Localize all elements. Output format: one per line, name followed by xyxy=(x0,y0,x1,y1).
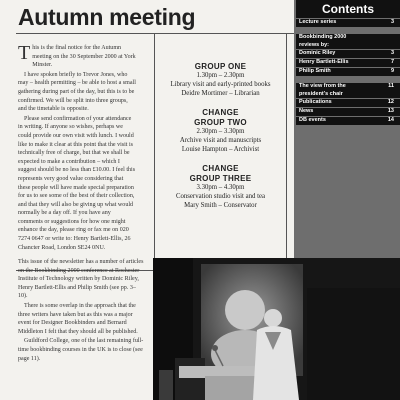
group-one xyxy=(155,62,286,98)
lecture-photo xyxy=(153,258,400,400)
contents-item xyxy=(296,59,400,68)
contents-item xyxy=(296,50,400,59)
contents-item xyxy=(296,99,400,108)
contents-item-page: 13 xyxy=(387,108,394,114)
contents-item xyxy=(296,83,400,99)
intro-column xyxy=(18,44,136,253)
contents-item xyxy=(296,108,400,117)
group-two xyxy=(155,118,286,154)
editorial-paragraph: This issue of the newsletter has a number of articles on the Bookbinding 2000 conference at Rochester Institute of Technology written by Dominic Riley, Henry Bartlett-Ellis and Philip Smith (see pp. 3–10). xyxy=(18,259,144,300)
group-activity: Library visit and early-printed books xyxy=(170,81,271,88)
group-host: Louise Hampton – Archivist xyxy=(181,146,260,153)
group-title: GROUP THREE xyxy=(189,174,252,183)
group-host: Mary Smith – Conservator xyxy=(184,202,257,209)
contents-item xyxy=(296,68,400,77)
group-title: CHANGE xyxy=(202,108,239,117)
group-title: CHANGE xyxy=(202,164,239,173)
contents-item-page: 7 xyxy=(390,59,394,65)
contents-item-title: Henry Bartlett-Ellis xyxy=(299,59,349,65)
schedule-box xyxy=(154,34,287,264)
contents-item-title: Philip Smith xyxy=(299,68,331,74)
group-time: 3.30pm – 4.30pm xyxy=(196,184,245,191)
contents-item-page: 11 xyxy=(388,83,394,89)
lecture-photo-image xyxy=(153,258,400,400)
group-host: Deidre Mortimer – Librarian xyxy=(181,90,260,97)
contents-item xyxy=(296,19,400,28)
group-title: GROUP ONE xyxy=(194,62,247,71)
group-activity: Conservation studio visit and tea xyxy=(175,193,266,200)
contents-item-page: 9 xyxy=(390,68,394,74)
contents-item-page: 3 xyxy=(390,50,394,56)
contents-item-title: Bookbinding 2000 reviews by: xyxy=(299,34,347,48)
group-time: 2.30pm – 3.30pm xyxy=(196,128,245,135)
editorial-paragraph: There is some overlap in the approach that the three writers have taken but as this was a major event for Designer Bookbinders and Bernard Middleton I felt that they should all be published. xyxy=(18,302,138,335)
contents-heading: Contents xyxy=(296,0,400,18)
editorial-column xyxy=(18,258,144,364)
contents-item xyxy=(296,34,400,50)
intro-paragraph: This is the final notice for the Autumn meeting on the 30 September 2000 at York Minster. xyxy=(18,42,136,69)
contents-item-title: Lecture series xyxy=(299,19,337,25)
intro-paragraph: I have spoken briefly to Trevor Jones, who may – health permitting – be able to host a small gathering during part of the day, but this is to be confirmed. We will be split into three groups, and the timetable is opposite. xyxy=(18,71,136,113)
contents-item-page: 3 xyxy=(390,19,394,25)
group-time: 1.30pm – 2.30pm xyxy=(196,72,245,79)
contents-item-page: 12 xyxy=(387,99,394,105)
contents-list xyxy=(294,19,400,126)
contents-item-page: 14 xyxy=(387,117,394,123)
group-three xyxy=(155,174,286,210)
contents-item-title: News xyxy=(299,108,314,114)
contents-item-title: Publications xyxy=(299,99,332,105)
contents-item-title: The view from the president's chair xyxy=(299,83,346,97)
change-two xyxy=(155,164,286,173)
group-activity: Archive visit and manuscripts xyxy=(179,137,262,144)
contents-item-title: DB events xyxy=(299,117,326,123)
change-one xyxy=(155,108,286,117)
contents-item xyxy=(296,117,400,126)
contents-item-title: Dominic Riley xyxy=(299,50,336,56)
editorial-paragraph: Guildford College, one of the last remaining full-time bookbinding courses in the UK is to close (see page 11). xyxy=(18,338,144,362)
intro-paragraph: Please send confirmation of your attendance in writing. If anyone so wishes, perhaps we could provide our own visit with lunch. I would like to make it clear at this point that the visit is technically free of charge, but that we shall be expected to make a contribution – which I suggest should be no less than £10.00. I feel this represents very good value considering that these people will have made special preparation for us to see some of the best of their collection, and that they will also be giving up what would normally be a day off. If you have any comments or suggestions for how one might enhance the day, please ring or fax me on 020 7274 0647 or write to: Henry Bartlett-Ellis, 26 Chancter Road, London SE24 0NU. xyxy=(18,115,136,251)
page-title: Autumn meeting xyxy=(18,4,196,30)
group-title: GROUP TWO xyxy=(194,118,247,127)
